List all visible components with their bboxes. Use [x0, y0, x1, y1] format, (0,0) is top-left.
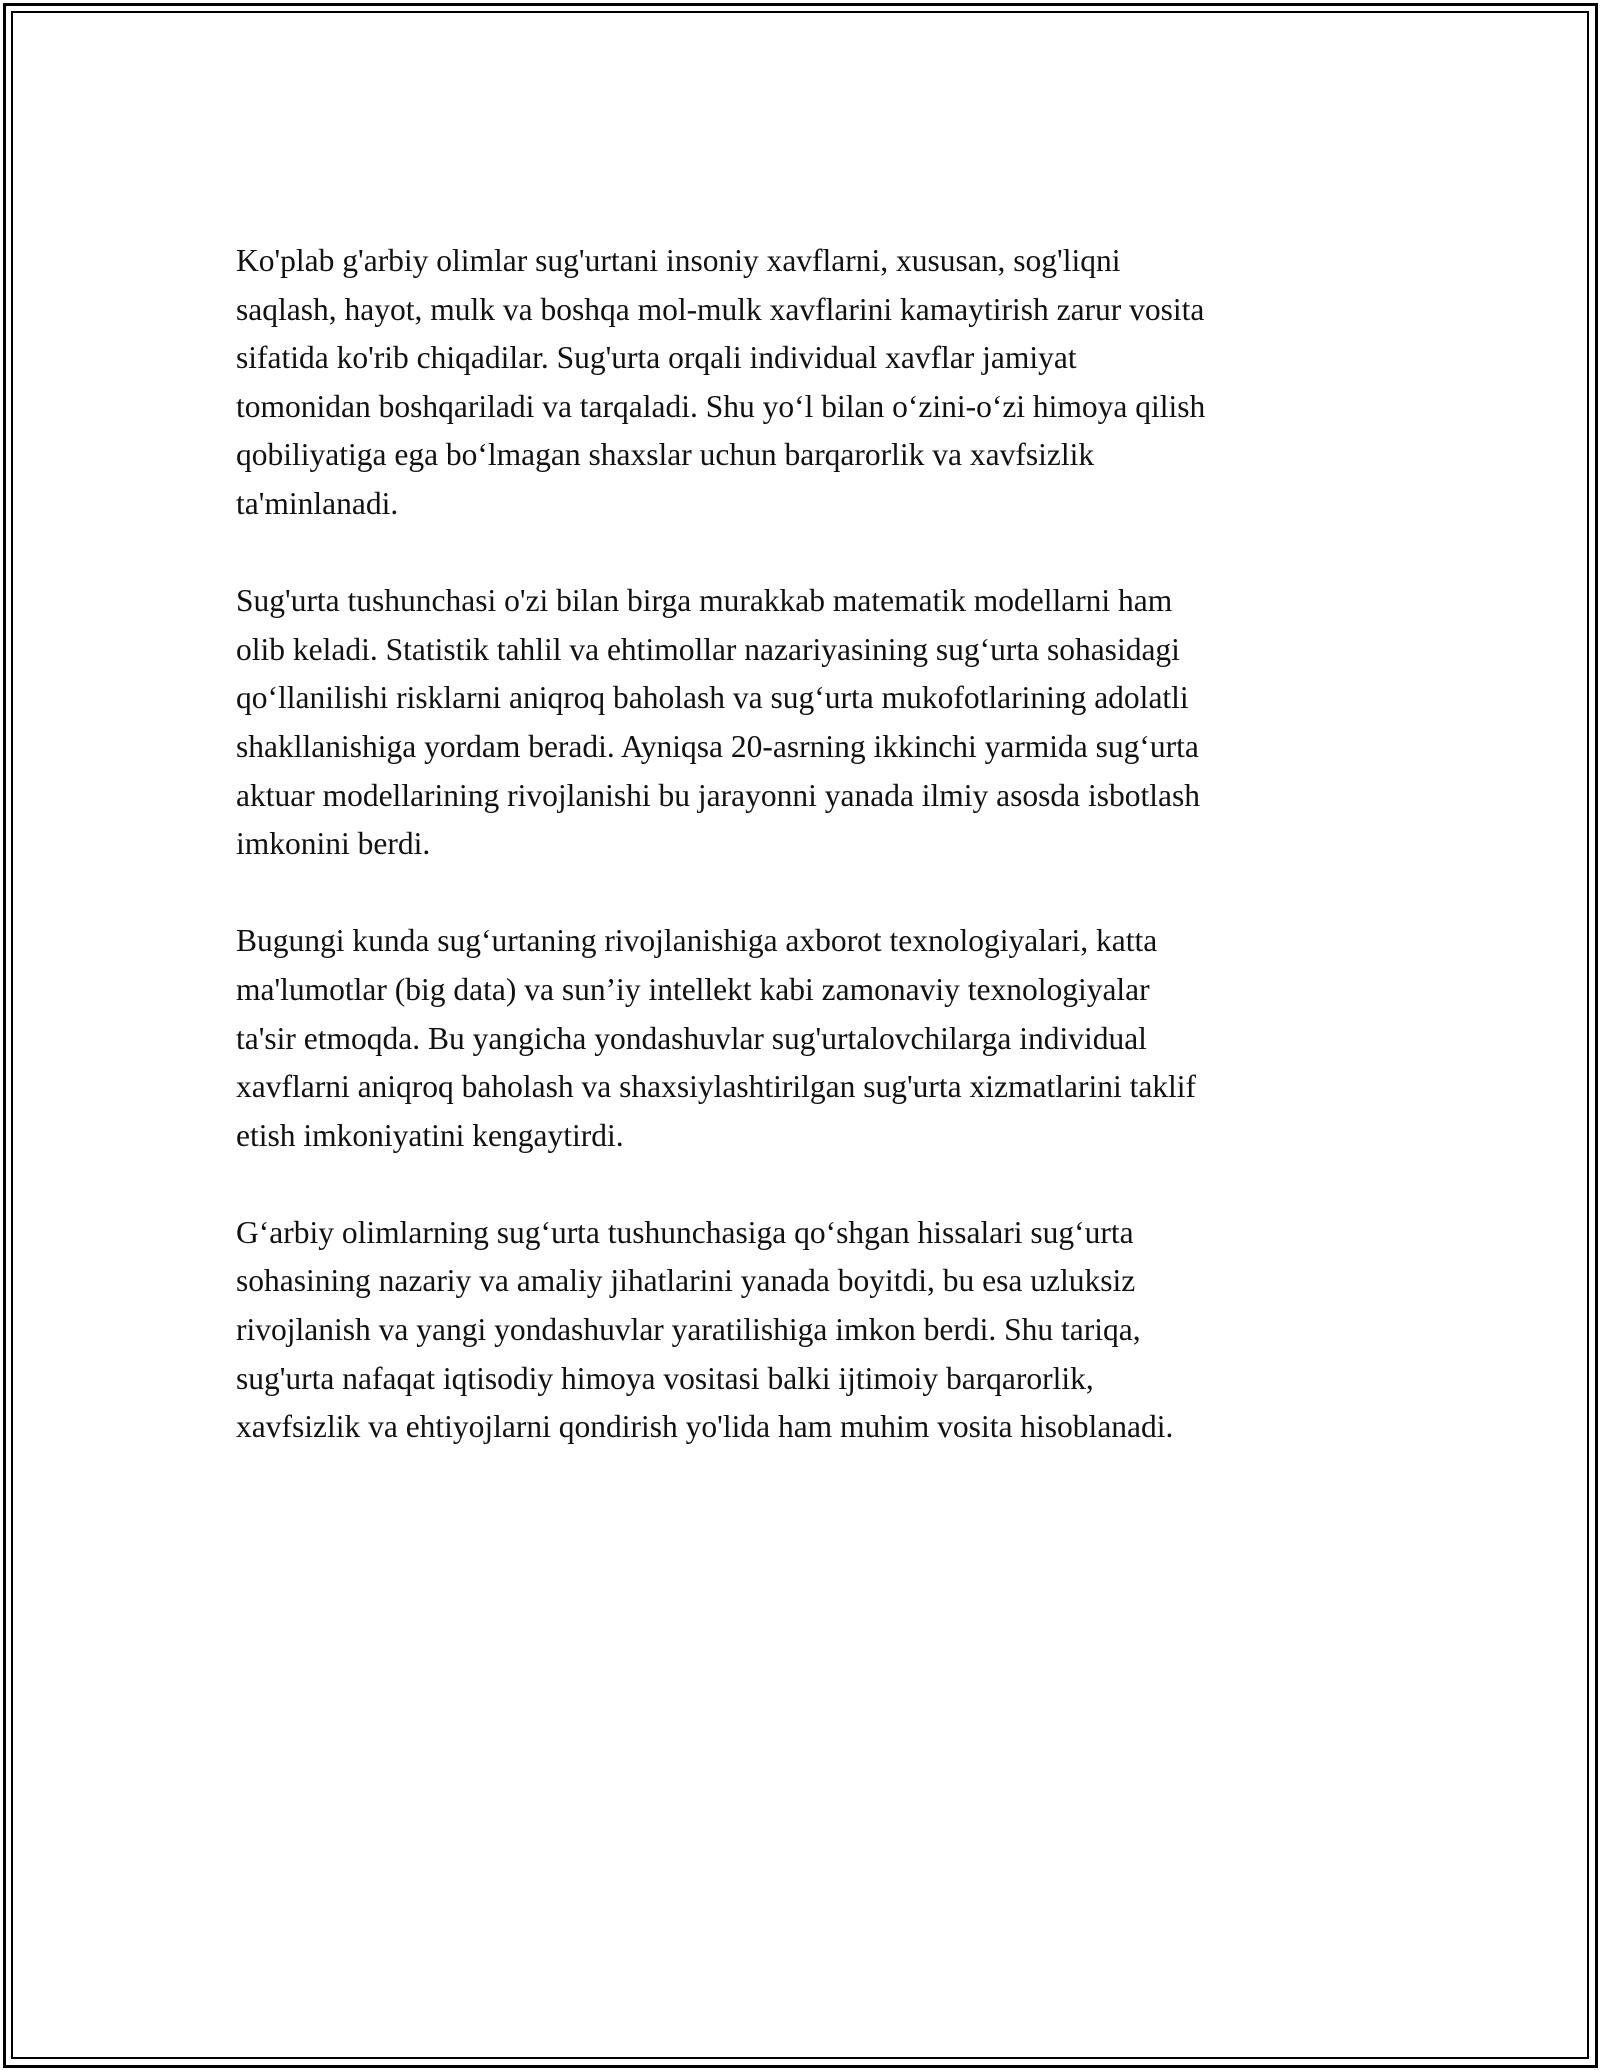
document-body: [236, 237, 1376, 1452]
paragraph-4: G‘arbiy olimlarning sug‘urta tushunchasiga qo‘shgan hissalari sug‘urta sohasining nazariy va amaliy jihatlarini yanada boyitdi, bu esa uzluksiz rivojlanish va yangi yondashuvlar yaratilishiga imkon berdi. Shu tariqa, sug'urta nafaqat iqtisodiy himoya vositasi balki ijtimoiy barqarorlik, xavfsizlik va ehtiyojlarni qondirish yo'lida ham muhim vosita hisoblanadi.: [236, 1214, 1174, 1445]
paragraph-1: Ko'plab g'arbiy olimlar sug'urtani insoniy xavflarni, xususan, sog'liqni saqlash, hayot, mulk va boshqa mol-mulk xavflarini kamaytirish zarur vosita sifatida ko'rib chiqadilar. Sug'urta orqali individual xavflar jamiyat tomonidan boshqariladi va tarqaladi. Shu yo‘l bilan o‘zini-o‘zi himoya qilish qobiliyatiga ega bo‘lmagan shaxslar uchun barqarorlik va xavfsizlik ta'minlanadi.: [236, 243, 1206, 521]
paragraph-2: Sug'urta tushunchasi o'zi bilan birga murakkab matematik modellarni ham olib keladi. Statistik tahlil va ehtimollar nazariyasining sug‘urta sohasidagi qo‘llanilishi risklarni aniqroq baholash va sug‘urta mukofotlarining adolatli shakllanishiga yordam beradi. Ayniqsa 20-asrning ikkinchi yarmida sug‘urta aktuar modellarining rivojlanishi bu jarayonni yanada ilmiy asosda isbotlash imkonini berdi.: [236, 583, 1201, 862]
paragraph-3: Bugungi kunda sug‘urtaning rivojlanishiga axborot texnologiyalari, katta ma'lumotlar (big data) va sun’iy intellekt kabi zamonaviy texnologiyalar ta'sir etmoqda. Bu yangicha yondashuvlar sug'urtalovchilarga individual xavflarni aniqroq baholash va shaxsiylashtirilgan sug'urta xizmatlarini taklif etish imkoniyatini kengaytirdi.: [236, 923, 1197, 1153]
